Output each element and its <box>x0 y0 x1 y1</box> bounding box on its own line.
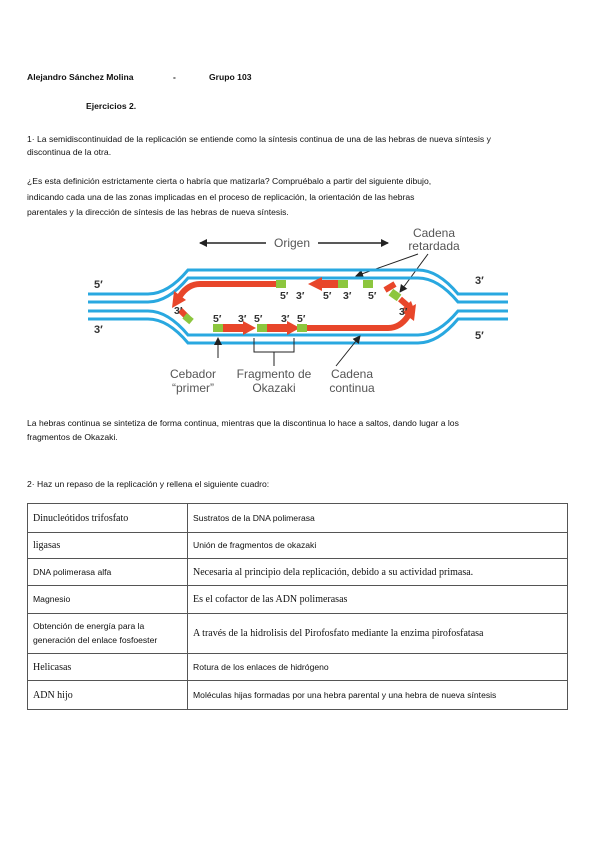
q1-answer-line2: fragmentos de Okazaki. <box>27 432 118 442</box>
left-5-prime: 5′ <box>94 279 103 291</box>
bottom-okazaki-2 <box>267 324 289 332</box>
bottom-right-3-prime: 3′ <box>399 306 408 318</box>
bottom-primer-1 <box>213 324 223 332</box>
top-label-1: 5′ <box>280 290 289 302</box>
table-cell-definition: Moléculas hijas formadas por una hebra parental y una hebra de nueva síntesis <box>188 681 568 710</box>
header-separator: - <box>173 72 176 82</box>
okazaki-label-line2: Okazaki <box>252 381 296 395</box>
table-cell-definition: Unión de fragmentos de okazaki <box>188 533 568 559</box>
table-cell-term: Obtención de energía para la generación del enlace fosfoester <box>28 614 188 654</box>
top-primer-1 <box>276 280 286 288</box>
right-5-prime: 5′ <box>475 330 484 342</box>
top-primer-4 <box>389 289 402 301</box>
lagging-pointer-2 <box>400 254 428 292</box>
table-cell-definition: Es el cofactor de las ADN polimerasas <box>188 586 568 614</box>
q1-question-line3: parentales y la dirección de síntesis de las hebras de nueva síntesis. <box>27 207 289 217</box>
replication-table <box>27 503 568 710</box>
bottom-label-3: 5′ <box>254 313 263 325</box>
table-cell-term: DNA polimerasa alfa <box>28 559 188 586</box>
top-label-5: 5′ <box>368 290 377 302</box>
top-new-strand-long <box>180 284 276 296</box>
primer-label-line2: “primer” <box>172 381 214 395</box>
origin-label: Origen <box>273 236 311 250</box>
author-name: Alejandro Sánchez Molina <box>27 72 134 82</box>
bottom-label-5: 5′ <box>297 313 306 325</box>
table-cell-term: ligasas <box>28 533 188 559</box>
top-left-3-prime: 3′ <box>174 305 183 317</box>
table-row <box>28 614 568 654</box>
table-row <box>28 586 568 614</box>
table-row <box>28 654 568 681</box>
bottom-primer-2 <box>257 324 267 332</box>
q1-statement-line2: discontinua de la otra. <box>27 147 112 157</box>
continuous-label-line1: Cadena <box>330 367 374 381</box>
primer-label-line1: Cebador <box>169 367 217 381</box>
lagging-label-line1: Cadena <box>412 226 456 240</box>
q1-answer-line1: La hebras continua se sintetiza de forma continua, mientras que la discontinua lo hace a saltos, dando lugar a los <box>27 418 459 428</box>
bottom-label-2: 3′ <box>238 313 247 325</box>
q1-question-line2: indicando cada una de las zonas implicadas en el proceso de replicación, la orientación de las hebras <box>27 192 415 202</box>
bottom-continuous-strand <box>307 316 408 328</box>
bottom-label-4: 3′ <box>281 313 290 325</box>
top-primer-3 <box>363 280 373 288</box>
table-cell-definition: Sustratos de la DNA polimerasa <box>188 504 568 533</box>
q1-question-line1: ¿Es esta definición estrictamente cierta o habría que matizarla? Compruébalo a partir del siguiente dibujo, <box>27 176 432 186</box>
bottom-primer-3 <box>297 324 307 332</box>
right-3-prime: 3′ <box>475 275 484 287</box>
table-cell-term: ADN hijo <box>28 681 188 710</box>
lagging-label-line2: retardada <box>408 239 460 253</box>
table-row <box>28 681 568 710</box>
continuous-label-line2: continua <box>329 381 375 395</box>
lagging-pointer-1 <box>356 254 418 276</box>
top-label-2: 3′ <box>296 290 305 302</box>
top-label-4: 3′ <box>343 290 352 302</box>
left-3-prime: 3′ <box>94 324 103 336</box>
table-row <box>28 533 568 559</box>
table-row <box>28 559 568 586</box>
table-row <box>28 504 568 533</box>
bottom-label-1: 5′ <box>213 313 222 325</box>
continuous-pointer <box>336 336 360 366</box>
top-primer-2 <box>338 280 348 288</box>
table-cell-definition: A través de la hidrolisis del Pirofosfato mediante la enzima pirofosfatasa <box>188 614 568 654</box>
okazaki-label-line1: Fragmento de <box>236 367 312 381</box>
table-cell-term: Dinucleótidos trifosfato <box>28 504 188 533</box>
table-cell-definition: Rotura de los enlaces de hidrógeno <box>188 654 568 681</box>
top-label-3: 5′ <box>323 290 332 302</box>
bottom-okazaki-1 <box>223 324 245 332</box>
top-okazaki-1 <box>320 280 338 288</box>
q1-statement-line1: 1· La semidiscontinuidad de la replicación se entiende como la síntesis continua de una de las hebras de nueva síntesis y <box>27 134 491 144</box>
replication-fork-diagram <box>88 218 508 400</box>
q2-intro: 2· Haz un repaso de la replicación y rellena el siguiente cuadro: <box>27 479 270 489</box>
table-cell-term: Helicasas <box>28 654 188 681</box>
section-title: Ejercicios 2. <box>86 101 137 111</box>
group-label: Grupo 103 <box>209 72 252 82</box>
table-cell-term: Magnesio <box>28 586 188 614</box>
table-cell-definition: Necesaria al principio dela replicación, debido a su actividad primasa. <box>188 559 568 586</box>
